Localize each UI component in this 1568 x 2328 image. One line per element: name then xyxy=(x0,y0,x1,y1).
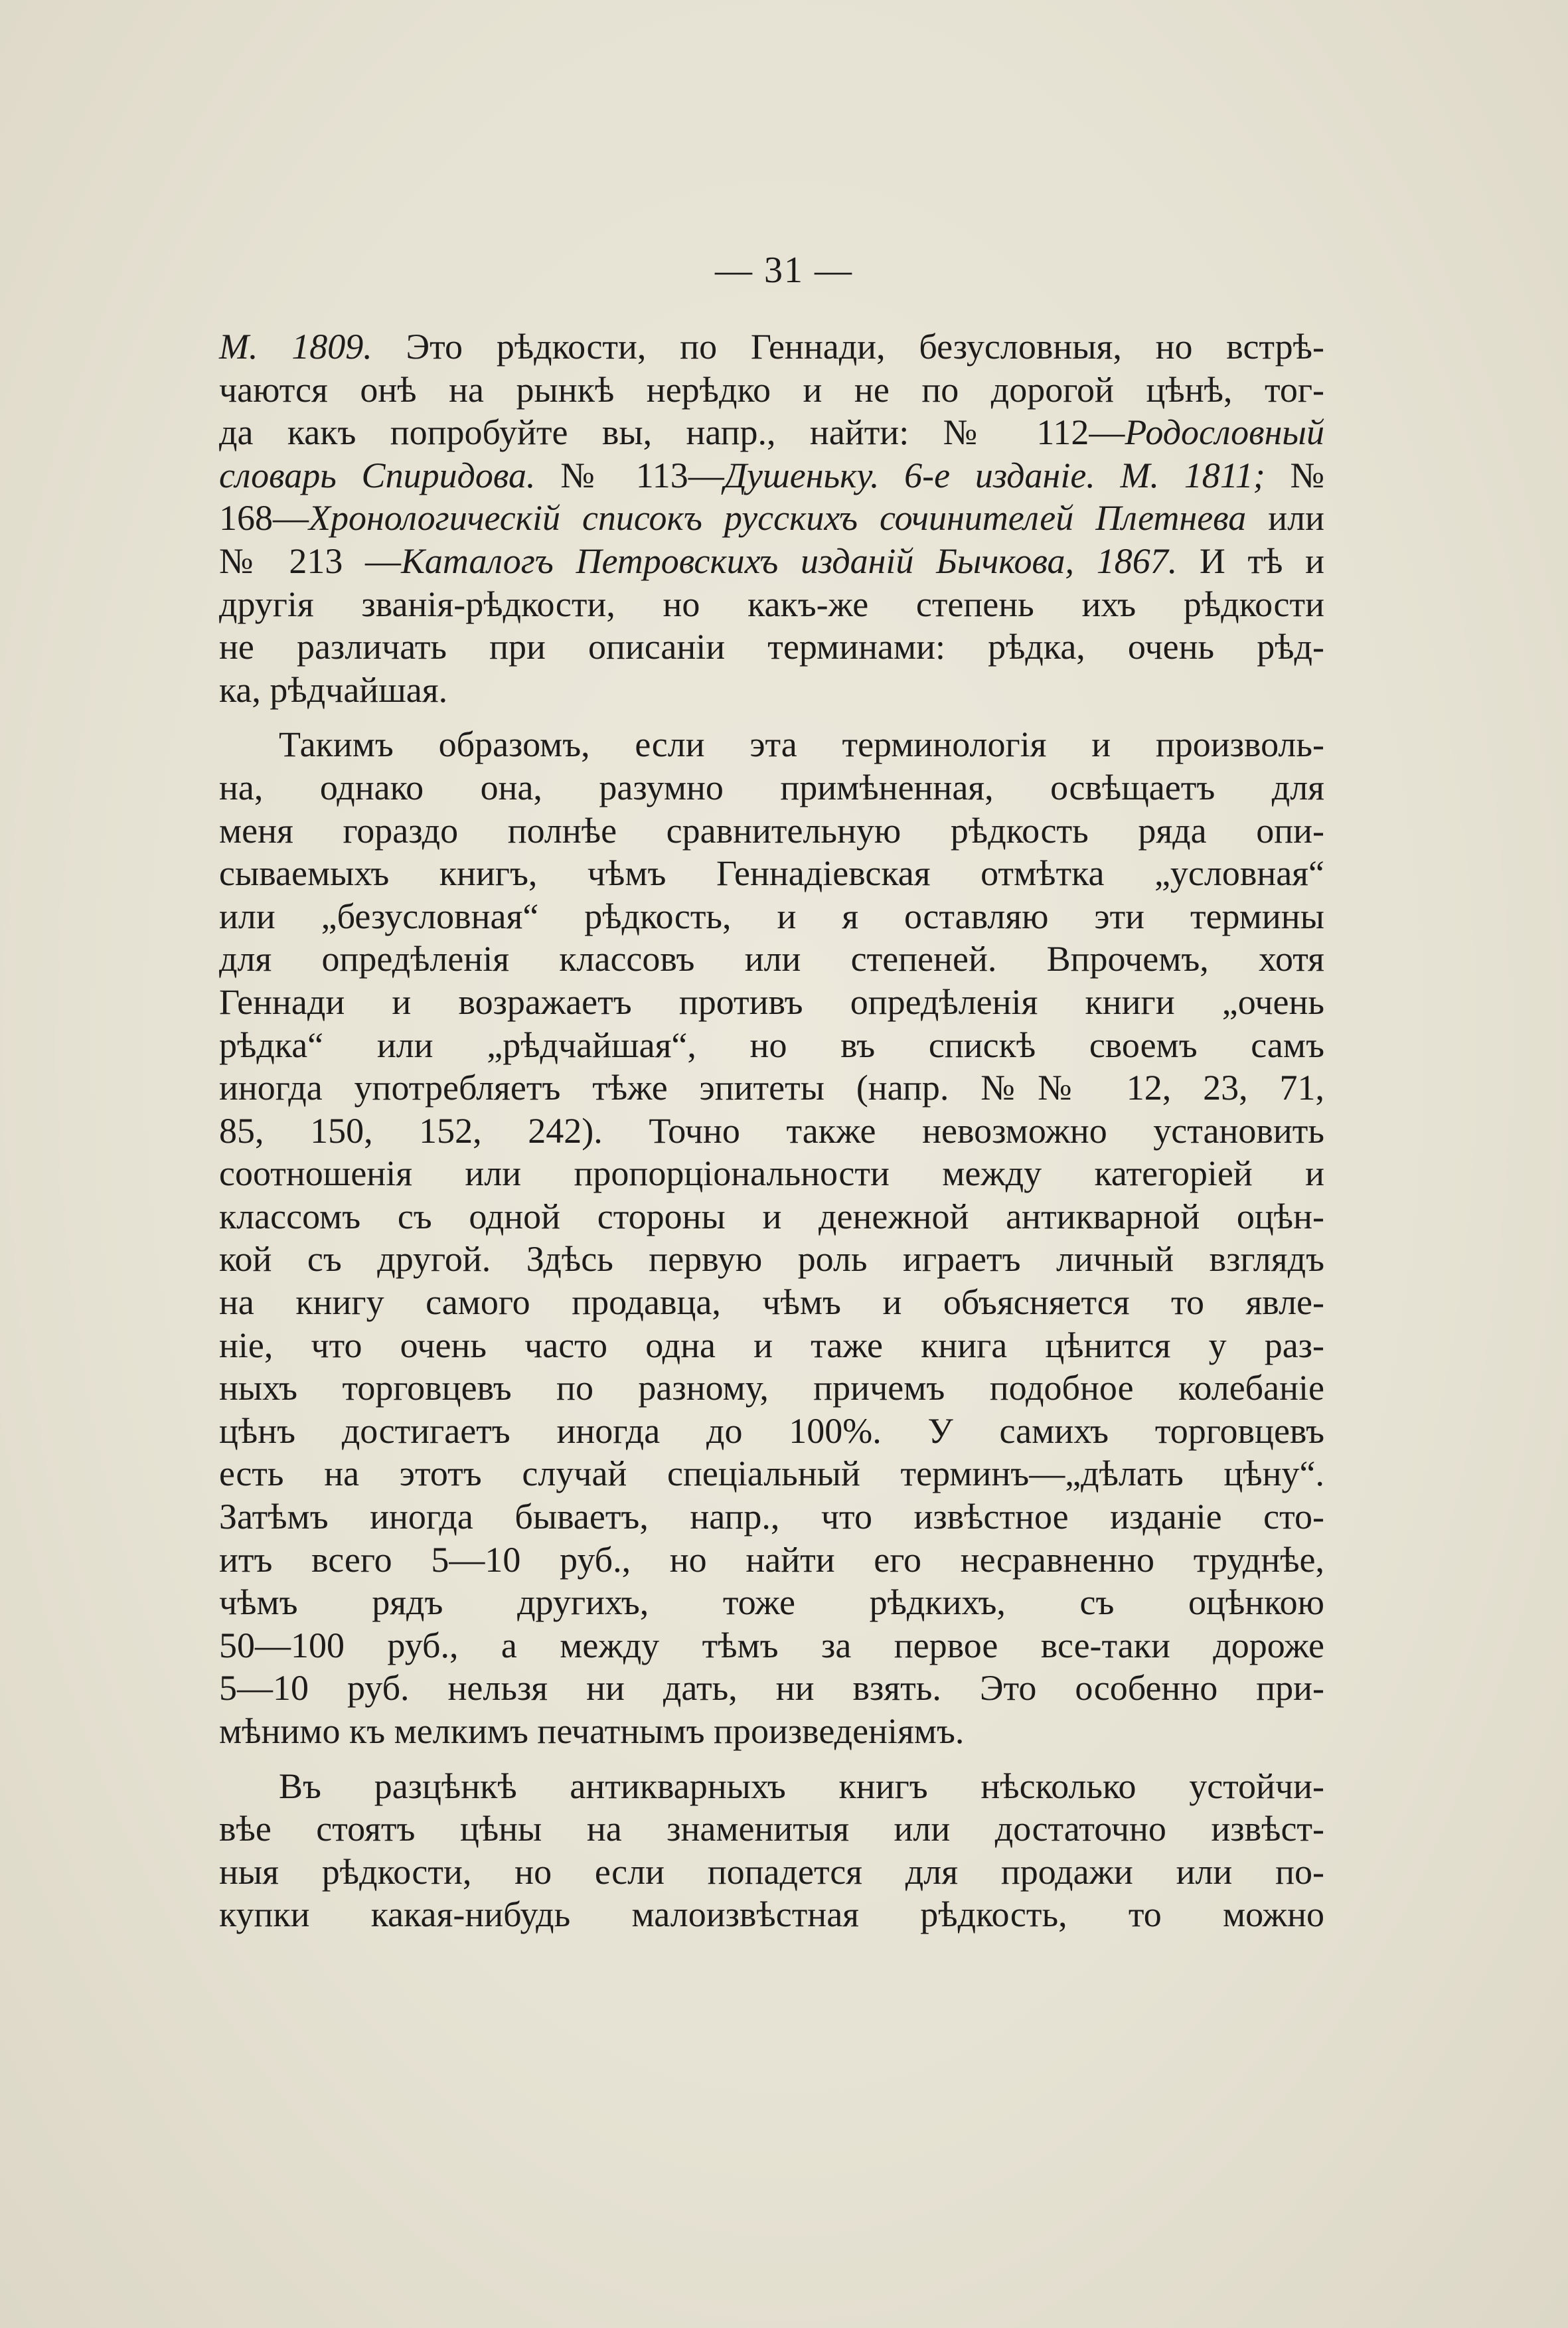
text-line: ныя рѣдкости, но если попадется для продажи или по- xyxy=(219,1851,1324,1892)
page-number: — 31 — xyxy=(715,250,853,291)
text-run: Это рѣдкости, по Геннади, безусловныя, но встрѣ- xyxy=(372,327,1324,367)
text-line: или „безусловная“ рѣдкость, и я оставляю эти термины xyxy=(219,896,1324,936)
text-line: купки какая-нибудь малоизвѣстная рѣдкость, то можно xyxy=(219,1894,1324,1935)
text-run: № xyxy=(1265,455,1324,495)
text-run: ка, рѣдчайшая. xyxy=(219,669,448,710)
text-line xyxy=(219,411,1324,454)
text-line xyxy=(219,497,1324,540)
text-run: да какъ попробуйте вы, напр., найти: № 112— xyxy=(219,412,1125,453)
text-line xyxy=(219,369,1324,412)
text-line: ніе, что очень часто одна и таже книга цѣнится у раз- xyxy=(219,1325,1324,1365)
text-line xyxy=(219,540,1324,583)
italic-text: Родословный xyxy=(1125,412,1324,453)
text-line: на книгу самого продавца, чѣмъ и объясняется то явле- xyxy=(219,1282,1324,1323)
text-line: соотношенія или пропорціональности между категоріей и xyxy=(219,1153,1324,1194)
text-line: 50—100 руб., а между тѣмъ за первое все-таки дороже xyxy=(219,1625,1324,1665)
text-line: цѣнъ достигаетъ иногда до 100%. У самихъ торговцевъ xyxy=(219,1410,1324,1451)
text-line: Такимъ образомъ, если эта терминологія и произволь- xyxy=(279,724,1324,765)
text-run: И тѣ и xyxy=(1177,540,1324,581)
text-line: 85, 150, 152, 242). Точно также невозможно установить xyxy=(219,1110,1324,1151)
paragraph-1 xyxy=(219,325,1324,711)
text-line xyxy=(219,583,1324,626)
text-line: чѣмъ рядъ другихъ, тоже рѣдкихъ, съ оцѣнкою xyxy=(219,1582,1324,1623)
text-line: сываемыхъ книгъ, чѣмъ Геннадіевская отмѣтка „условная“ xyxy=(219,853,1324,894)
text-line: на, однако она, разумно примѣненная, освѣщаетъ для xyxy=(219,767,1324,807)
text-line: ныхъ торговцевъ по разному, причемъ подобное колебаніе xyxy=(219,1368,1324,1408)
text-line: для опредѣленія классовъ или степеней. Впрочемъ, хотя xyxy=(219,939,1324,979)
text-run: не различать при описаніи терминами: рѣдка, очень рѣд- xyxy=(219,627,1324,667)
text-line xyxy=(219,669,1324,712)
text-line: Геннади и возражаетъ противъ опредѣленія книги „очень xyxy=(219,981,1324,1022)
text-line: классомъ съ одной стороны и денежной антикварной оцѣн- xyxy=(219,1196,1324,1236)
italic-text: Хронологическій списокъ русскихъ сочинителей Плетнева xyxy=(309,498,1247,539)
text-line xyxy=(219,325,1324,369)
paragraph-2 xyxy=(219,723,1324,1752)
text-run: 168— xyxy=(219,498,309,539)
text-run: № 213 — xyxy=(219,540,401,581)
text-line: кой съ другой. Здѣсь первую роль играетъ личный взглядъ xyxy=(219,1239,1324,1280)
paragraph-3 xyxy=(219,1765,1324,1936)
text-line: мѣнимо къ мелкимъ печатнымъ произведеніямъ. xyxy=(219,1711,965,1751)
text-line: вѣе стоятъ цѣны на знаменитыя или достаточно извѣст- xyxy=(219,1809,1324,1849)
text-line xyxy=(219,454,1324,497)
text-line: иногда употребляетъ тѣже эпитеты (напр. №№ 12, 23, 71, xyxy=(219,1068,1324,1108)
body-text xyxy=(219,325,1324,1936)
text-run: или xyxy=(1246,498,1324,539)
text-line: есть на этотъ случай спеціальный терминъ—„дѣлать цѣну“. xyxy=(219,1454,1324,1494)
text-run: другія званія-рѣдкости, но какъ-же степень ихъ рѣдкости xyxy=(219,584,1324,624)
text-line: итъ всего 5—10 руб., но найти его несравненно труднѣе, xyxy=(219,1539,1324,1580)
text-line: рѣдка“ или „рѣдчайшая“, но въ спискѣ своемъ самъ xyxy=(219,1025,1324,1065)
text-run: № 113— xyxy=(535,455,724,495)
italic-text: Каталогъ Петровскихъ изданій Бычкова, 1867. xyxy=(400,540,1178,581)
italic-text: Душеньку. 6-е изданіе. М. 1811; xyxy=(724,455,1265,495)
italic-text: словарь Спиридова. xyxy=(219,455,536,495)
italic-text: М. 1809. xyxy=(219,327,372,367)
text-line: Затѣмъ иногда бываетъ, напр., что извѣстное изданіе сто- xyxy=(219,1497,1324,1537)
text-run: чаются онѣ на рынкѣ нерѣдко и не по дорогой цѣнѣ, тог- xyxy=(219,369,1324,410)
text-line: Въ разцѣнкѣ антикварныхъ книгъ нѣсколько устойчи- xyxy=(279,1766,1324,1806)
text-line: 5—10 руб. нельзя ни дать, ни взять. Это особенно при- xyxy=(219,1668,1324,1708)
text-line: меня гораздо полнѣе сравнительную рѣдкость ряда опи- xyxy=(219,810,1324,851)
text-line xyxy=(219,625,1324,669)
